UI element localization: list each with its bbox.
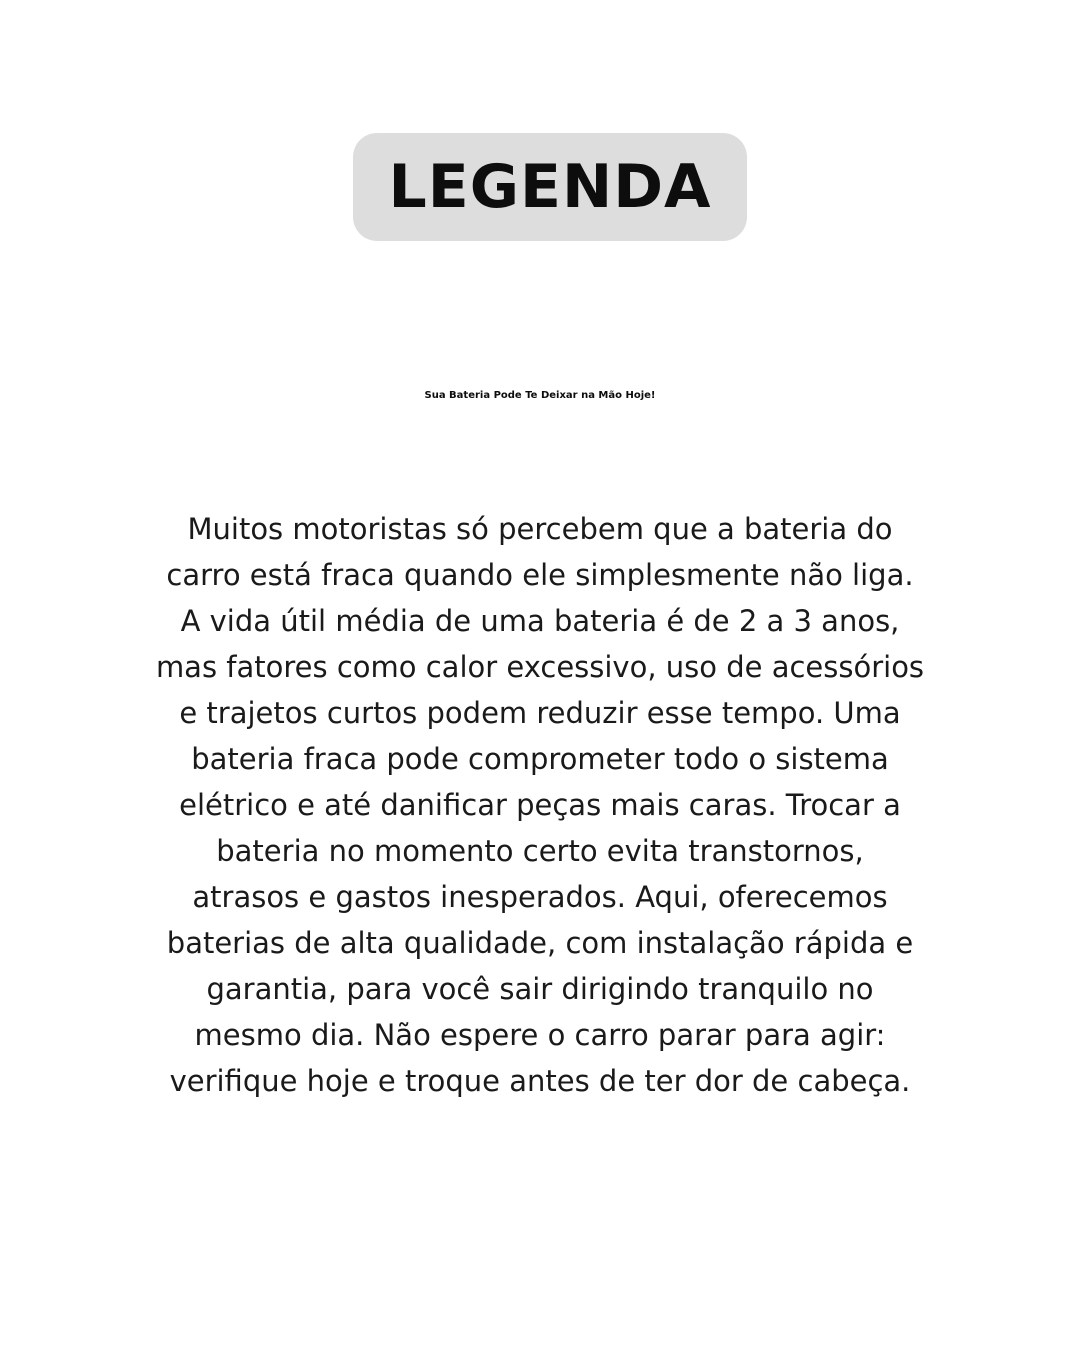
caption-body [90, 506, 990, 1104]
badge-label: LEGENDA [388, 152, 712, 222]
legenda-badge [353, 133, 747, 241]
body-line: Muitos motoristas só percebem que a bateria do [187, 512, 893, 546]
body-line: elétrico e até danificar peças mais caras. Trocar a [179, 788, 901, 822]
body-line: mesmo dia. Não espere o carro parar para agir: [194, 1018, 886, 1052]
body-line: verifique hoje e troque antes de ter dor de cabeça. [169, 1064, 911, 1098]
body-line: garantia, para você sair dirigindo tranquilo no [206, 972, 874, 1006]
body-line: bateria no momento certo evita transtornos, [216, 834, 864, 868]
body-line: e trajetos curtos podem reduzir esse tempo. Uma [179, 696, 901, 730]
body-line: bateria fraca pode comprometer todo o sistema [191, 742, 889, 776]
body-line: atrasos e gastos inesperados. Aqui, oferecemos [192, 880, 888, 914]
body-line: carro está fraca quando ele simplesmente não liga. [166, 558, 914, 592]
body-line: A vida útil média de uma bateria é de 2 a 3 anos, [180, 604, 900, 638]
body-line: mas fatores como calor excessivo, uso de acessórios [155, 650, 925, 684]
headline: Sua Bateria Pode Te Deixar na Mão Hoje! [424, 390, 656, 401]
body-line: baterias de alta qualidade, com instalação rápida e [166, 926, 914, 960]
